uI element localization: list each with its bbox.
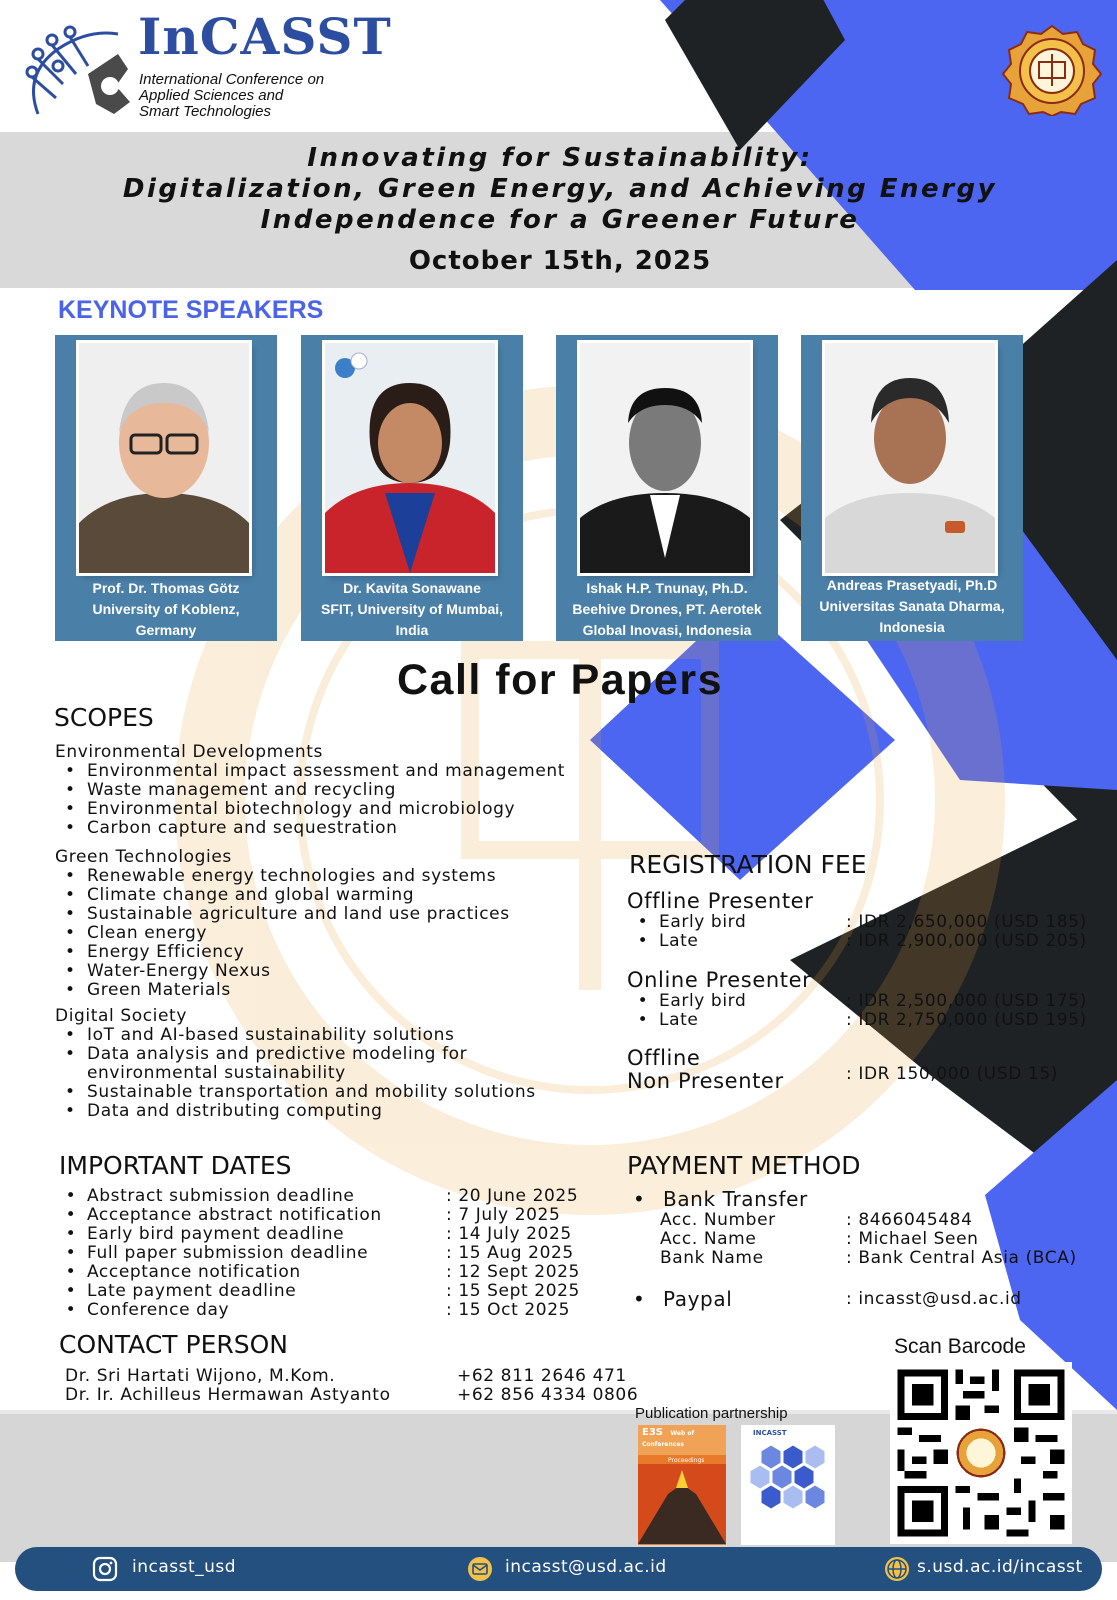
speaker-name: Dr. Kavita Sonawane — [343, 580, 481, 596]
date-label: Early bird payment deadline — [87, 1224, 345, 1244]
speaker-photo-icon — [325, 343, 495, 573]
fee-row: • Late : IDR 2,750,000 (USD 195) — [637, 1010, 1087, 1030]
scope-group-items — [55, 867, 615, 1000]
conference-date: October 15th, 2025 — [408, 246, 712, 276]
important-dates-title: IMPORTANT DATES — [59, 1151, 292, 1180]
date-row: • Late payment deadline : 15 Sept 2025 — [65, 1281, 580, 1301]
contact-row — [65, 1367, 627, 1386]
payment-field-label: Acc. Name — [660, 1229, 757, 1249]
fee-label: Early bird — [659, 912, 747, 932]
scope-item: • Climate change and global warming — [55, 886, 615, 905]
keynote-title: KEYNOTE SPEAKERS — [58, 296, 324, 324]
date-label: Abstract submission deadline — [87, 1186, 355, 1206]
contact-name: Dr. Ir. Achilleus Hermawan Astyanto — [65, 1385, 391, 1405]
incasst-logo-icon — [18, 14, 138, 122]
scope-item: • Waste management and recycling — [55, 781, 615, 800]
fee-label: Late — [659, 1010, 699, 1030]
speaker-name: Andreas Prasetyadi, Ph.D — [826, 577, 998, 593]
speaker-affiliation: Indonesia — [879, 619, 945, 635]
globe-icon — [884, 1556, 910, 1582]
payment-field-label: Acc. Number — [660, 1210, 776, 1230]
scope-group-items — [55, 1026, 615, 1121]
e3s-label: E3S — [642, 1427, 663, 1438]
university-seal-icon — [997, 24, 1107, 116]
instagram-icon — [92, 1556, 118, 1582]
publication-title: Publication partnership — [635, 1405, 788, 1422]
email-icon — [467, 1556, 493, 1582]
footer-instagram-link[interactable]: incasst_usd — [132, 1557, 237, 1577]
non-presenter-fee — [846, 1065, 1058, 1084]
fee-label: Early bird — [659, 991, 747, 1011]
theme-line: Independence for a Greener Future — [260, 205, 860, 235]
date-row: • Conference day : 15 Oct 2025 — [65, 1300, 571, 1320]
speaker-name: Ishak H.P. Tnunay, Ph.D. — [586, 580, 748, 596]
fee-row: • Late : IDR 2,900,000 (USD 205) — [637, 931, 1087, 951]
fee-row: • Early bird : IDR 2,650,000 (USD 185) — [637, 912, 1087, 932]
payment-field-value: : 8466045484 — [846, 1210, 973, 1230]
logo-title: InCASST — [138, 7, 392, 66]
scan-barcode-title: Scan Barcode — [894, 1335, 1026, 1358]
scopes-title: SCOPES — [54, 703, 154, 732]
speaker-affiliation: Global Inovasi, Indonesia — [582, 622, 752, 638]
date-value: : 7 July 2025 — [446, 1205, 561, 1225]
speaker-photo — [325, 343, 495, 573]
payment-field-row — [660, 1230, 979, 1249]
logo-subtitle-line: Smart Technologies — [139, 103, 272, 120]
scope-item: • Data analysis and predictive modeling for environmental sustainability — [55, 1045, 515, 1083]
paypal-value: : incasst@usd.ac.id — [846, 1289, 1022, 1309]
date-label: Late payment deadline — [87, 1281, 297, 1301]
speaker-card — [801, 335, 1023, 641]
date-value: : 12 Sept 2025 — [446, 1262, 580, 1282]
speaker-card — [556, 335, 778, 641]
theme-line: Innovating for Sustainability: — [307, 143, 813, 173]
speaker-affiliation: SFIT, University of Mumbai, — [320, 601, 504, 617]
e3s-proceedings: Proceedings — [668, 1457, 705, 1464]
fee-value: : IDR 150,000 (USD 15) — [846, 1064, 1058, 1084]
speaker-card — [55, 335, 277, 641]
payment-field-row — [660, 1211, 973, 1230]
scope-item: • Clean energy — [55, 924, 615, 943]
scope-group-title: Digital Society — [55, 1006, 187, 1026]
contact-phone: +62 811 2646 471 — [457, 1366, 627, 1386]
date-value: : 15 Sept 2025 — [446, 1281, 580, 1301]
paypal-label: Paypal — [663, 1287, 733, 1311]
scope-group-items — [55, 762, 615, 838]
scope-item: • Environmental biotechnology and microbiology — [55, 800, 615, 819]
speaker-affiliation: Universitas Sanata Dharma, — [819, 598, 1005, 614]
bank-transfer-label: Bank Transfer — [663, 1187, 808, 1211]
non-presenter-title-line: Offline — [627, 1046, 701, 1070]
e3s-subtitle: Web of Conferences — [642, 1430, 695, 1448]
date-label: Conference day — [87, 1300, 230, 1320]
scope-item: • Green Materials — [55, 981, 615, 1000]
speaker-photo-icon — [825, 343, 995, 573]
logo-subtitle-line: International Conference on — [139, 71, 325, 88]
speaker-affiliation: University of Koblenz, — [92, 601, 240, 617]
scope-item: • Renewable energy technologies and systems — [55, 867, 615, 886]
scope-group-title: Green Technologies — [55, 847, 232, 867]
contact-row — [65, 1386, 638, 1405]
contact-phone: +62 856 4334 0806 — [457, 1385, 639, 1405]
important-dates-list — [55, 1187, 580, 1320]
speaker-caption — [556, 578, 778, 641]
date-row: • Abstract submission deadline : 20 June 2025 — [65, 1186, 579, 1206]
payment-field-value: : Michael Seen — [846, 1229, 979, 1249]
theme-line: Digitalization, Green Energy, and Achieving Energy — [122, 174, 998, 204]
payment-field-row — [660, 1249, 1077, 1268]
scope-item: • Data and distributing computing — [55, 1102, 615, 1121]
non-presenter-title-line: Non Presenter — [627, 1069, 784, 1093]
qr-code[interactable] — [890, 1362, 1072, 1544]
date-value: : 14 July 2025 — [446, 1224, 572, 1244]
payment-field-value: : Bank Central Asia (BCA) — [846, 1248, 1077, 1268]
incasst-proceedings-cover — [741, 1425, 835, 1545]
speaker-photo-icon — [580, 343, 750, 573]
speaker-photo — [825, 343, 995, 573]
incasst-cover-label: INCASST — [753, 1429, 787, 1437]
bank-transfer-title: • Bank Transfer — [633, 1187, 808, 1211]
call-for-papers-title: Call for Papers — [397, 656, 723, 704]
scope-group-title: Environmental Developments — [55, 742, 323, 762]
date-row: • Full paper submission deadline : 15 Aug 2025 — [65, 1243, 574, 1263]
fee-value: : IDR 2,500,000 (USD 175) — [846, 991, 1087, 1011]
date-label: Full paper submission deadline — [87, 1243, 369, 1263]
speaker-photo — [79, 343, 249, 573]
footer-email-link[interactable]: incasst@usd.ac.id — [505, 1557, 667, 1577]
offline-presenter-title: Offline Presenter — [627, 889, 814, 913]
speaker-caption — [801, 575, 1023, 638]
date-label: Acceptance abstract notification — [87, 1205, 382, 1225]
speaker-caption — [55, 578, 277, 641]
scope-item: • Energy Efficiency — [55, 943, 615, 962]
speaker-affiliation: Beehive Drones, PT. Aerotek — [572, 601, 762, 617]
e3s-cover — [638, 1425, 726, 1545]
registration-title: REGISTRATION FEE — [629, 850, 867, 879]
fee-label: Late — [659, 931, 699, 951]
logo-subtitle — [139, 72, 379, 120]
scope-item: • Sustainable agriculture and land use practices — [55, 905, 615, 924]
scope-item: • Carbon capture and sequestration — [55, 819, 615, 838]
speaker-caption — [301, 578, 523, 641]
date-row: • Early bird payment deadline : 14 July 2025 — [65, 1224, 572, 1244]
paypal-row: • Paypal : incasst@usd.ac.id — [633, 1287, 1022, 1311]
online-presenter-title: Online Presenter — [627, 968, 812, 992]
scopes-list — [55, 743, 615, 1121]
speaker-photo — [580, 343, 750, 573]
volcano-icon — [638, 1464, 726, 1544]
conference-theme — [40, 143, 1080, 236]
fee-value: : IDR 2,650,000 (USD 185) — [846, 912, 1087, 932]
payment-title: PAYMENT METHOD — [627, 1151, 861, 1180]
qr-code-icon — [890, 1362, 1072, 1544]
date-label: Acceptance notification — [87, 1262, 301, 1282]
fee-value: : IDR 2,750,000 (USD 195) — [846, 1010, 1087, 1030]
scope-item: • IoT and AI-based sustainability solutions — [55, 1026, 615, 1045]
scope-item: • Sustainable transportation and mobility solutions — [55, 1083, 615, 1102]
speaker-card — [301, 335, 523, 641]
footer-website-link[interactable]: s.usd.ac.id/incasst — [917, 1557, 1083, 1577]
hexagon-pattern-icon — [741, 1441, 835, 1536]
date-row: • Acceptance notification : 12 Sept 2025 — [65, 1262, 580, 1282]
speaker-affiliation: India — [395, 622, 429, 638]
date-value: : 15 Oct 2025 — [446, 1300, 571, 1320]
speaker-photo-icon — [79, 343, 249, 573]
scope-item: • Environmental impact assessment and management — [55, 762, 615, 781]
payment-field-label: Bank Name — [660, 1248, 764, 1268]
date-value: : 15 Aug 2025 — [446, 1243, 574, 1263]
fee-value: : IDR 2,900,000 (USD 205) — [846, 931, 1087, 951]
scope-item: • Water-Energy Nexus — [55, 962, 615, 981]
speaker-name: Prof. Dr. Thomas Götz — [92, 580, 240, 596]
non-presenter-title — [627, 1047, 784, 1093]
date-row: • Acceptance abstract notification : 7 July 2025 — [65, 1205, 561, 1225]
date-value: : 20 June 2025 — [446, 1186, 579, 1206]
contact-name: Dr. Sri Hartati Wijono, M.Kom. — [65, 1366, 336, 1386]
contact-title: CONTACT PERSON — [59, 1330, 288, 1359]
logo-subtitle-line: Applied Sciences and — [139, 87, 284, 104]
fee-row: • Early bird : IDR 2,500,000 (USD 175) — [637, 991, 1087, 1011]
speaker-affiliation: Germany — [135, 622, 197, 638]
